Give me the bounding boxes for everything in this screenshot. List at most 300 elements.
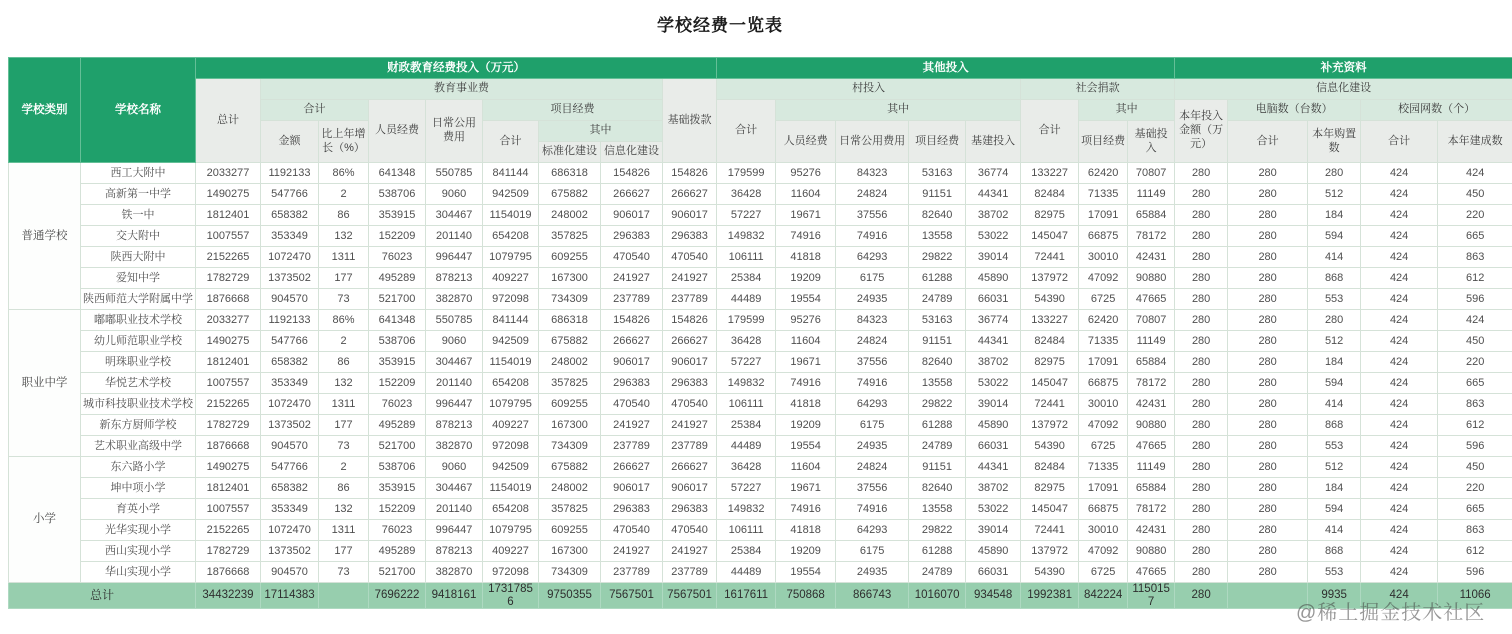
value-cell: 296383 <box>601 226 663 247</box>
value-cell: 280 <box>1228 331 1308 352</box>
value-cell: 675882 <box>539 457 601 478</box>
value-cell: 553 <box>1308 562 1361 583</box>
value-cell: 280 <box>1228 184 1308 205</box>
value-cell: 74916 <box>776 226 836 247</box>
value-cell: 76023 <box>369 247 426 268</box>
value-cell: 280 <box>1175 205 1228 226</box>
watermark: @稀土掘金技术社区 <box>1296 602 1486 624</box>
value-cell: 24935 <box>836 436 909 457</box>
value-cell: 137972 <box>1021 415 1079 436</box>
value-cell: 266627 <box>663 457 717 478</box>
value-cell: 45890 <box>966 415 1021 436</box>
value-cell: 553 <box>1308 436 1361 457</box>
value-cell: 47092 <box>1079 415 1128 436</box>
value-cell: 73 <box>319 436 369 457</box>
value-cell: 11149 <box>1128 184 1175 205</box>
value-cell: 2033277 <box>196 163 261 184</box>
value-cell: 654208 <box>483 373 539 394</box>
value-cell: 280 <box>1175 310 1228 331</box>
value-cell: 78172 <box>1128 226 1175 247</box>
value-cell: 547766 <box>261 331 319 352</box>
value-cell: 1373502 <box>261 268 319 289</box>
value-cell: 280 <box>1228 478 1308 499</box>
value-cell: 906017 <box>601 205 663 226</box>
value-cell: 296383 <box>601 373 663 394</box>
value-cell: 550785 <box>426 310 483 331</box>
total-value-cell: 17114383 <box>261 583 319 609</box>
value-cell: 280 <box>1175 247 1228 268</box>
header-base-invest: 基础投入 <box>1128 121 1175 163</box>
value-cell: 36428 <box>717 184 776 205</box>
header-other-group: 其他投入 <box>717 58 1175 79</box>
value-cell: 734309 <box>539 562 601 583</box>
value-cell: 220 <box>1438 352 1512 373</box>
value-cell: 184 <box>1308 205 1361 226</box>
value-cell: 220 <box>1438 205 1512 226</box>
value-cell: 86 <box>319 352 369 373</box>
value-cell: 734309 <box>539 436 601 457</box>
value-cell: 47092 <box>1079 268 1128 289</box>
value-cell: 521700 <box>369 289 426 310</box>
value-cell: 37556 <box>836 352 909 373</box>
value-cell: 424 <box>1361 289 1438 310</box>
value-cell: 241927 <box>601 415 663 436</box>
value-cell: 13558 <box>909 373 966 394</box>
value-cell: 353915 <box>369 205 426 226</box>
header-village-of-which: 其中 <box>776 100 1021 121</box>
value-cell: 280 <box>1228 310 1308 331</box>
value-cell: 841144 <box>483 163 539 184</box>
value-cell: 53022 <box>966 499 1021 520</box>
value-cell: 353915 <box>369 478 426 499</box>
value-cell: 201140 <box>426 499 483 520</box>
value-cell: 154826 <box>601 163 663 184</box>
value-cell: 29822 <box>909 394 966 415</box>
value-cell: 25384 <box>717 268 776 289</box>
value-cell: 82975 <box>1021 205 1079 226</box>
value-cell: 237789 <box>601 562 663 583</box>
value-cell: 280 <box>1228 415 1308 436</box>
table-row <box>9 541 1512 562</box>
value-cell: 1192133 <box>261 310 319 331</box>
value-cell: 424 <box>1438 163 1512 184</box>
value-cell: 906017 <box>663 352 717 373</box>
value-cell: 24824 <box>836 457 909 478</box>
value-cell: 424 <box>1361 415 1438 436</box>
header-grand-total: 总计 <box>196 79 261 163</box>
value-cell: 137972 <box>1021 541 1079 562</box>
value-cell: 612 <box>1438 415 1512 436</box>
school-name-cell: 明珠职业学校 <box>81 352 196 373</box>
header-amount: 金额 <box>261 121 319 163</box>
value-cell: 414 <box>1308 520 1361 541</box>
table-row <box>9 457 1512 478</box>
value-cell: 72441 <box>1021 520 1079 541</box>
value-cell: 201140 <box>426 226 483 247</box>
value-cell: 66875 <box>1079 226 1128 247</box>
value-cell: 19671 <box>776 205 836 226</box>
value-cell: 95276 <box>776 310 836 331</box>
value-cell: 424 <box>1361 184 1438 205</box>
value-cell: 280 <box>1228 352 1308 373</box>
value-cell: 47665 <box>1128 289 1175 310</box>
value-cell: 91151 <box>909 331 966 352</box>
value-cell: 596 <box>1438 436 1512 457</box>
value-cell: 86 <box>319 205 369 226</box>
value-cell: 996447 <box>426 247 483 268</box>
value-cell: 1192133 <box>261 163 319 184</box>
value-cell: 280 <box>1175 184 1228 205</box>
value-cell: 280 <box>1175 289 1228 310</box>
value-cell: 74916 <box>836 373 909 394</box>
value-cell: 942509 <box>483 184 539 205</box>
value-cell: 53163 <box>909 310 966 331</box>
value-cell: 280 <box>1175 436 1228 457</box>
value-cell: 512 <box>1308 184 1361 205</box>
value-cell: 66031 <box>966 562 1021 583</box>
value-cell: 54390 <box>1021 562 1079 583</box>
value-cell: 84323 <box>836 163 909 184</box>
value-cell: 424 <box>1361 394 1438 415</box>
value-cell: 132 <box>319 226 369 247</box>
value-cell: 470540 <box>663 520 717 541</box>
value-cell: 906017 <box>663 205 717 226</box>
value-cell: 424 <box>1361 520 1438 541</box>
value-cell: 71335 <box>1079 331 1128 352</box>
total-value-cell: 7696222 <box>369 583 426 609</box>
value-cell: 654208 <box>483 226 539 247</box>
table-row <box>9 331 1512 352</box>
value-cell: 30010 <box>1079 520 1128 541</box>
category-cell: 职业中学 <box>9 310 81 457</box>
value-cell: 1079795 <box>483 520 539 541</box>
value-cell: 201140 <box>426 373 483 394</box>
header-project-of-which: 其中 <box>539 121 663 142</box>
value-cell: 841144 <box>483 310 539 331</box>
school-name-cell: 新东方厨师学校 <box>81 415 196 436</box>
value-cell: 42431 <box>1128 520 1175 541</box>
value-cell: 66031 <box>966 436 1021 457</box>
value-cell: 280 <box>1175 457 1228 478</box>
school-name-cell: 华山实现小学 <box>81 562 196 583</box>
value-cell: 266627 <box>601 457 663 478</box>
value-cell: 24824 <box>836 184 909 205</box>
school-name-cell: 西山实现小学 <box>81 541 196 562</box>
value-cell: 942509 <box>483 331 539 352</box>
school-name-cell: 嘟嘟职业技术学校 <box>81 310 196 331</box>
value-cell: 137972 <box>1021 268 1079 289</box>
value-cell: 11604 <box>776 457 836 478</box>
value-cell: 95276 <box>776 163 836 184</box>
header-computer-count: 电脑数（台数） <box>1228 100 1361 121</box>
value-cell: 382870 <box>426 562 483 583</box>
value-cell: 57227 <box>717 205 776 226</box>
table-row <box>9 352 1512 373</box>
value-cell: 863 <box>1438 520 1512 541</box>
school-name-cell: 东六路小学 <box>81 457 196 478</box>
value-cell: 2 <box>319 457 369 478</box>
value-cell: 237789 <box>663 562 717 583</box>
value-cell: 353349 <box>261 499 319 520</box>
table-row <box>9 436 1512 457</box>
school-name-cell: 育英小学 <box>81 499 196 520</box>
value-cell: 76023 <box>369 520 426 541</box>
value-cell: 82975 <box>1021 478 1079 499</box>
header-base-grant: 基础拨款 <box>663 79 717 163</box>
value-cell: 9060 <box>426 184 483 205</box>
value-cell: 409227 <box>483 415 539 436</box>
value-cell: 1079795 <box>483 247 539 268</box>
value-cell: 54390 <box>1021 289 1079 310</box>
table-row <box>9 205 1512 226</box>
value-cell: 47665 <box>1128 436 1175 457</box>
header-village-daily: 日常公用费用 <box>836 121 909 163</box>
value-cell: 266627 <box>663 184 717 205</box>
value-cell: 19209 <box>776 541 836 562</box>
value-cell: 36428 <box>717 331 776 352</box>
value-cell: 154826 <box>601 310 663 331</box>
school-name-cell: 陕西大附中 <box>81 247 196 268</box>
value-cell: 414 <box>1308 247 1361 268</box>
value-cell: 972098 <box>483 562 539 583</box>
value-cell: 90880 <box>1128 541 1175 562</box>
value-cell: 74916 <box>836 226 909 247</box>
value-cell: 280 <box>1228 394 1308 415</box>
total-value-cell: 1016070 <box>909 583 966 609</box>
value-cell: 237789 <box>601 289 663 310</box>
total-value-cell: 9935 <box>1308 583 1361 609</box>
value-cell: 280 <box>1228 205 1308 226</box>
value-cell: 686318 <box>539 310 601 331</box>
value-cell: 62420 <box>1079 163 1128 184</box>
value-cell: 73 <box>319 289 369 310</box>
header-social-subtotal: 合计 <box>1021 100 1079 163</box>
value-cell: 495289 <box>369 268 426 289</box>
value-cell: 72441 <box>1021 247 1079 268</box>
value-cell: 86% <box>319 163 369 184</box>
value-cell: 74916 <box>836 499 909 520</box>
value-cell: 612 <box>1438 268 1512 289</box>
value-cell: 906017 <box>601 352 663 373</box>
value-cell: 44489 <box>717 436 776 457</box>
value-cell: 470540 <box>663 247 717 268</box>
header-year-built: 本年建成数 <box>1438 121 1512 163</box>
value-cell: 76023 <box>369 394 426 415</box>
value-cell: 280 <box>1175 331 1228 352</box>
table-row <box>9 415 1512 436</box>
value-cell: 82640 <box>909 205 966 226</box>
value-cell: 382870 <box>426 289 483 310</box>
value-cell: 409227 <box>483 268 539 289</box>
total-value-cell: 934548 <box>966 583 1021 609</box>
value-cell: 53163 <box>909 163 966 184</box>
table-row <box>9 562 1512 583</box>
value-cell: 266627 <box>601 331 663 352</box>
value-cell: 424 <box>1361 457 1438 478</box>
value-cell: 280 <box>1228 457 1308 478</box>
value-cell: 553 <box>1308 289 1361 310</box>
value-cell: 280 <box>1308 163 1361 184</box>
header-row-1 <box>9 58 1512 79</box>
value-cell: 1373502 <box>261 541 319 562</box>
value-cell: 280 <box>1228 562 1308 583</box>
value-cell: 145047 <box>1021 499 1079 520</box>
value-cell: 904570 <box>261 436 319 457</box>
value-cell: 357825 <box>539 499 601 520</box>
value-cell: 665 <box>1438 373 1512 394</box>
value-cell: 91151 <box>909 457 966 478</box>
table-row <box>9 268 1512 289</box>
total-value-cell <box>319 583 369 609</box>
value-cell: 61288 <box>909 415 966 436</box>
value-cell: 357825 <box>539 373 601 394</box>
value-cell: 11604 <box>776 184 836 205</box>
value-cell: 177 <box>319 268 369 289</box>
value-cell: 19671 <box>776 478 836 499</box>
value-cell: 686318 <box>539 163 601 184</box>
value-cell: 550785 <box>426 163 483 184</box>
value-cell: 145047 <box>1021 373 1079 394</box>
value-cell: 424 <box>1361 205 1438 226</box>
value-cell: 424 <box>1361 268 1438 289</box>
header-edu-fee: 教育事业费 <box>261 79 663 100</box>
value-cell: 106111 <box>717 394 776 415</box>
value-cell: 9060 <box>426 457 483 478</box>
total-row <box>9 583 1512 609</box>
value-cell: 280 <box>1175 373 1228 394</box>
total-value-cell: 9418161 <box>426 583 483 609</box>
value-cell: 609255 <box>539 520 601 541</box>
value-cell: 149832 <box>717 499 776 520</box>
value-cell: 184 <box>1308 352 1361 373</box>
value-cell: 1782729 <box>196 541 261 562</box>
value-cell: 44489 <box>717 289 776 310</box>
table-row <box>9 163 1512 184</box>
value-cell: 154826 <box>663 310 717 331</box>
value-cell: 24789 <box>909 436 966 457</box>
header-personnel-fee: 人员经费 <box>369 100 426 163</box>
value-cell: 82640 <box>909 352 966 373</box>
header-village-personnel: 人员经费 <box>776 121 836 163</box>
value-cell: 1154019 <box>483 478 539 499</box>
value-cell: 596 <box>1438 289 1512 310</box>
value-cell: 13558 <box>909 499 966 520</box>
value-cell: 280 <box>1175 163 1228 184</box>
value-cell: 167300 <box>539 415 601 436</box>
value-cell: 1812401 <box>196 478 261 499</box>
value-cell: 409227 <box>483 541 539 562</box>
value-cell: 424 <box>1361 352 1438 373</box>
value-cell: 17091 <box>1079 205 1128 226</box>
expense-table <box>8 57 1512 609</box>
value-cell: 296383 <box>663 373 717 394</box>
value-cell: 353349 <box>261 226 319 247</box>
header-social-project: 项目经费 <box>1079 121 1128 163</box>
header-edu-subtotal: 合计 <box>261 100 369 121</box>
table-row <box>9 226 1512 247</box>
value-cell: 304467 <box>426 478 483 499</box>
value-cell: 304467 <box>426 352 483 373</box>
value-cell: 6725 <box>1079 289 1128 310</box>
value-cell: 296383 <box>601 499 663 520</box>
value-cell: 641348 <box>369 163 426 184</box>
value-cell: 296383 <box>663 499 717 520</box>
value-cell: 19554 <box>776 562 836 583</box>
value-cell: 353915 <box>369 352 426 373</box>
header-village-subtotal: 合计 <box>717 100 776 163</box>
value-cell: 11149 <box>1128 457 1175 478</box>
value-cell: 280 <box>1228 499 1308 520</box>
value-cell: 86% <box>319 310 369 331</box>
header-network-count: 校园网数（个） <box>1361 100 1512 121</box>
value-cell: 414 <box>1308 394 1361 415</box>
value-cell: 41818 <box>776 520 836 541</box>
value-cell: 658382 <box>261 478 319 499</box>
school-name-cell: 铁一中 <box>81 205 196 226</box>
value-cell: 2152265 <box>196 394 261 415</box>
category-cell: 小学 <box>9 457 81 583</box>
value-cell: 38702 <box>966 205 1021 226</box>
value-cell: 280 <box>1175 394 1228 415</box>
value-cell: 11604 <box>776 331 836 352</box>
value-cell: 868 <box>1308 415 1361 436</box>
value-cell: 19554 <box>776 289 836 310</box>
value-cell: 538706 <box>369 184 426 205</box>
value-cell: 47092 <box>1079 541 1128 562</box>
value-cell: 82484 <box>1021 457 1079 478</box>
value-cell: 1812401 <box>196 205 261 226</box>
header-finance-group: 财政教育经费投入（万元） <box>196 58 717 79</box>
value-cell: 41818 <box>776 394 836 415</box>
value-cell: 132 <box>319 499 369 520</box>
value-cell: 241927 <box>663 541 717 562</box>
value-cell: 1373502 <box>261 415 319 436</box>
value-cell: 424 <box>1438 310 1512 331</box>
value-cell: 512 <box>1308 457 1361 478</box>
value-cell: 1154019 <box>483 205 539 226</box>
value-cell: 280 <box>1175 478 1228 499</box>
value-cell: 106111 <box>717 247 776 268</box>
value-cell: 70807 <box>1128 163 1175 184</box>
value-cell: 64293 <box>836 247 909 268</box>
value-cell: 609255 <box>539 394 601 415</box>
value-cell: 74916 <box>776 373 836 394</box>
value-cell: 2152265 <box>196 247 261 268</box>
school-name-cell: 爱知中学 <box>81 268 196 289</box>
value-cell: 44341 <box>966 331 1021 352</box>
value-cell: 149832 <box>717 226 776 247</box>
total-value-cell: 866743 <box>836 583 909 609</box>
value-cell: 37556 <box>836 478 909 499</box>
total-value-cell: 424 <box>1361 583 1438 609</box>
value-cell: 19209 <box>776 268 836 289</box>
value-cell: 132 <box>319 373 369 394</box>
header-daily-fee: 日常公用费用 <box>426 100 483 163</box>
value-cell: 280 <box>1228 541 1308 562</box>
value-cell: 152209 <box>369 226 426 247</box>
value-cell: 521700 <box>369 562 426 583</box>
value-cell: 36428 <box>717 457 776 478</box>
value-cell: 942509 <box>483 457 539 478</box>
value-cell: 152209 <box>369 499 426 520</box>
header-social-of-which: 其中 <box>1079 100 1175 121</box>
school-name-cell: 幼儿师范职业学校 <box>81 331 196 352</box>
value-cell: 996447 <box>426 394 483 415</box>
value-cell: 1490275 <box>196 331 261 352</box>
header-school-category: 学校类别 <box>9 58 81 163</box>
value-cell: 1311 <box>319 520 369 541</box>
value-cell: 280 <box>1175 415 1228 436</box>
